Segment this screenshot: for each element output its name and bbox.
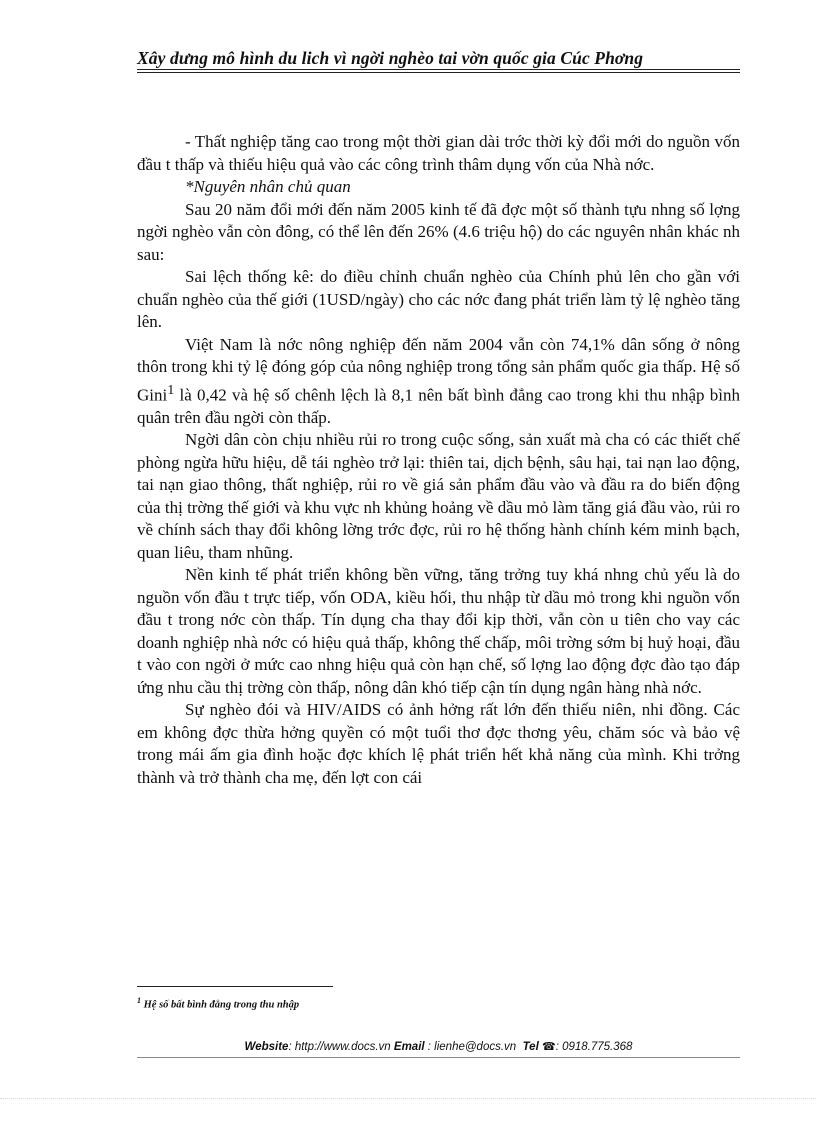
footer-tel-number: : 0918.775.368 bbox=[555, 1041, 633, 1053]
footnote-mark: 1 bbox=[137, 996, 141, 1005]
footnote-ref[interactable]: 1 bbox=[167, 381, 175, 398]
paragraph-4-text-b: là 0,42 và hệ số chênh lệch là 8,1 nên bất bình đẳng cao trong khi thu nhập bình quân trên đầu ngời còn thấp. bbox=[137, 385, 740, 427]
footnote bbox=[137, 996, 299, 1011]
footer-website-label: Website bbox=[244, 1041, 289, 1053]
running-header: Xây dưng mô hình du lich vì ngời nghèo tai vờn quốc gia Cúc Phơng bbox=[137, 48, 644, 68]
body-text bbox=[137, 131, 740, 789]
page-bottom-border bbox=[0, 1098, 816, 1099]
paragraph-3: Sai lệch thống kê: do điều chỉnh chuẩn nghèo của Chính phủ lên cho gần với chuẩn nghèo của thế giới (1USD/ngày) cho các nớc đang phát triển làm tỷ lệ nghèo tăng lên. bbox=[137, 267, 740, 331]
page-footer bbox=[137, 1040, 740, 1053]
footer-email-label: Email bbox=[393, 1041, 425, 1053]
paragraph-5: Ngời dân còn chịu nhiều rủi ro trong cuộc sống, sản xuất mà cha có các thiết chế phòng ngừa hữu hiệu, dễ tái nghèo trở lại: thiên tai, dịch bệnh, sâu hại, tai nạn lao động, tai nạn giao thông, thất nghiệp, rủi ro về giá sản phẩm đầu vào và đầu ra do biến động của thị trờng thế giới và khu vực nh khủng hoảng về dầu mỏ làm tăng giá đầu vào, rủi ro về chính sách thay đổi không lờng trớc đợc, rủi ro hệ thống hành chính kém minh bạch, quan liêu, tham nhũng. bbox=[137, 430, 740, 562]
header-rule bbox=[137, 69, 740, 70]
paragraph-1: - Thất nghiệp tăng cao trong một thời gian dài trớc thời kỳ đổi mới do nguồn vốn đầu t thấp và thiếu hiệu quả vào các công trình thâm dụng vốn của Nhà nớc. bbox=[137, 132, 740, 174]
paragraph-7: Sự nghèo đói và HIV/AIDS có ảnh hởng rất lớn đến thiếu niên, nhi đồng. Các em không đợc thừa hởng quyền có một tuổi thơ đợc thơng yêu, chăm sóc và bảo vệ trong mái ấm gia đình hoặc đợc khích lệ phát triển hết khả năng của mình. Khi trởng thành và trở thành cha mẹ, đến lợt con cái bbox=[137, 700, 740, 787]
footer-email-link[interactable]: : lienhe@docs.vn bbox=[424, 1041, 517, 1053]
telephone-icon: ☎ bbox=[541, 1041, 556, 1053]
paragraph-4-text-a: Việt Nam là nớc nông nghiệp đến năm 2004 vẫn còn 74,1% dân sống ở nông thôn trong khi tỷ lệ đóng góp của nông nghiệp trong tổng sản phẩm quốc gia thấp. Hệ số Gini bbox=[137, 334, 740, 405]
paragraph-2: Sau 20 năm đổi mới đến năm 2005 kinh tế đã đợc một số thành tựu nhng số lợng ngời nghèo vẫn còn đông, có thể lên đến 26% (4.6 triệu hộ) do các nguyên nhân khác nh sau: bbox=[137, 199, 740, 264]
footer-website-link[interactable]: : http://www.docs.vn bbox=[288, 1041, 391, 1053]
subheading-subjective-causes: *Nguyên nhân chủ quan bbox=[185, 177, 351, 196]
paragraph-6: Nền kinh tế phát triển không bền vững, tăng trởng tuy khá nhng chủ yếu là do nguồn vốn đầu t trực tiếp, vốn ODA, kiều hối, thu nhập từ dầu mỏ trong khi nguồn vốn đầu t trong nớc còn thấp. Tín dụng cha thay đổi kịp thời, vẫn còn u tiên cho vay các doanh nghiệp nhà nớc có hiệu quả thấp, không thế chấp, môi trờng sớm bị huỷ hoại, đầu t vào con ngời ở mức cao nhng hiệu quả còn hạn chế, số lợng lao động đợc đào tạo đáp ứng nhu cầu thị trờng còn thấp, nông dân khó tiếp cận tín dụng ngân hàng nhà nớc. bbox=[137, 565, 740, 697]
footer-rule bbox=[137, 1057, 740, 1058]
header-rule-thin bbox=[137, 72, 740, 73]
footnote-rule bbox=[137, 986, 333, 987]
footnote-text: Hệ số bất bình đẳng trong thu nhập bbox=[143, 999, 300, 1011]
footer-tel-label: Tel bbox=[522, 1041, 539, 1053]
paragraph-4 bbox=[137, 334, 740, 430]
